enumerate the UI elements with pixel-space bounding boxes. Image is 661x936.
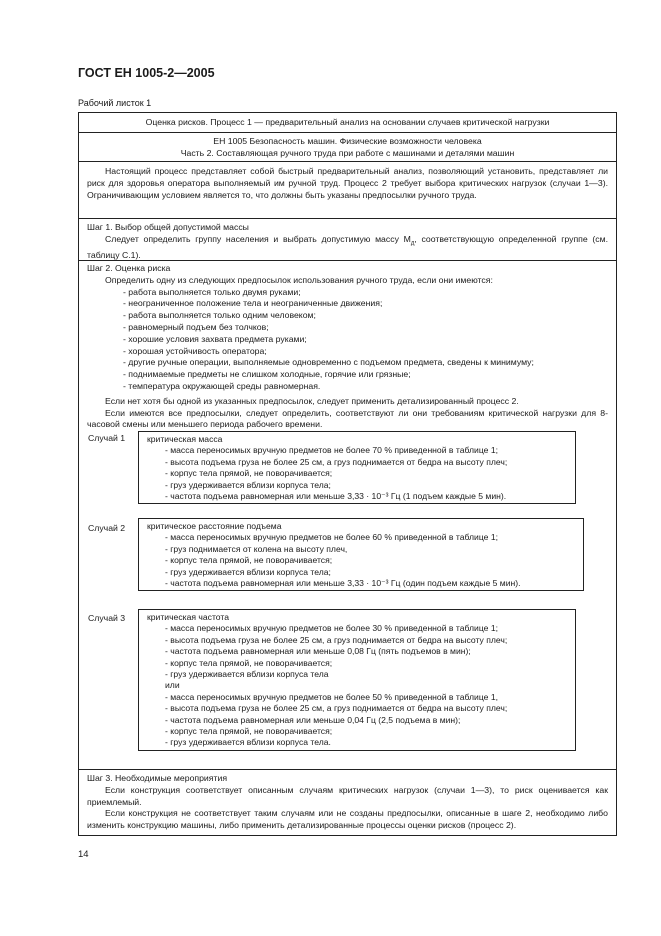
list-item: - частота подъема равномерная или меньше 3,33 · 10⁻³ Гц (1 подъем каждые 5 мин).: [165, 491, 507, 502]
list-item: - груз удерживается вблизи корпуса тела: [165, 669, 329, 680]
case-2-label: Случай 2: [88, 523, 126, 533]
case-3-title: критическая частота: [147, 612, 230, 622]
case-2-box: [138, 518, 584, 591]
case-2-title: критическое расстояние подъема: [147, 521, 282, 531]
list-item: - другие ручные операции, выполняемые одновременно с подъемом предмета, сведены к минимуму;: [123, 357, 534, 368]
step3-row: [79, 770, 616, 837]
case-1-list: [147, 445, 569, 502]
step2-lead: Определить одну из следующих предпосылок использования ручного труда, если они имеются:: [105, 274, 493, 285]
list-item: - частота подъема равномерная или меньше 0,08 Гц (пять подъемов в мин);: [165, 646, 471, 657]
title-row: [79, 113, 616, 133]
list-item: - поднимаемые предметы не слишком холодные, горячие или грязные;: [123, 369, 411, 380]
step1-title: Шаг 1. Выбор общей допустимой массы: [87, 222, 249, 232]
list-item: - температура окружающей среды равномерная.: [123, 380, 321, 391]
list-item: - масса переносимых вручную предметов не более 70 % приведенной в таблице 1;: [165, 445, 498, 456]
step2-list: [87, 287, 608, 393]
step1-text: Следует определить группу населения и выбрать допустимую массу $M_д$, соответствующую определенной группе (см. таблицу С.1).: [87, 233, 609, 261]
step3-text-1: Если конструкция соответствует описанным случаям критических нагрузок (случаи 1—3), то риск оценивается как приемлемый.: [87, 784, 608, 807]
step2-note-1: Если нет хотя бы одной из указанных предпосылок, следует применить детализированный процесс 2.: [105, 395, 519, 406]
case-2-list: [147, 532, 577, 589]
list-item: - работа выполняется только одним человеком;: [123, 310, 316, 321]
list-item: - частота подъема равномерная или меньше 3,33 · 10⁻³ Гц (один подъем каждые 5 мин).: [165, 578, 521, 589]
list-item: - груз удерживается вблизи корпуса тела;: [165, 479, 331, 490]
step2-note-2: Если имеются все предпосылки, следует определить, соответствуют ли они требованиям критической нагрузки для 8-часовой смены или меньшего периода рабочего времени.: [87, 407, 608, 430]
step3-text-2: Если конструкция не соответствует таким случаям или не созданы предпосылки, описанные в шаге 2, необходимо либо изменить конструкцию машины, либо применить детализированные процессы оценки рисков (процесс 2).: [87, 808, 608, 831]
step2-title: Шаг 2. Оценка риска: [87, 263, 171, 273]
standard-line-1: ЕН 1005 Безопасность машин. Физические возможности человека: [213, 136, 482, 146]
title-text: Оценка рисков. Процесс 1 — предварительный анализ на основании случаев критической нагрузки: [145, 117, 550, 127]
case-3-box: [138, 609, 576, 751]
list-item: - высота подъема груза не более 25 см, а груз поднимается от бедра на высоту плеч;: [165, 456, 508, 467]
case-3-label: Случай 3: [88, 613, 126, 623]
list-item-separator: или: [165, 680, 180, 691]
standard-row: [79, 133, 616, 162]
step3-title: Шаг 3. Необходимые мероприятия: [87, 773, 228, 783]
list-item: - груз удерживается вблизи корпуса тела.: [165, 737, 331, 748]
page-number: 14: [78, 849, 89, 860]
document-number: ГОСТ ЕН 1005-2—2005: [78, 66, 215, 80]
case-3-list: [147, 623, 569, 748]
list-item: - неограниченное положение тела и неограниченные движения;: [123, 298, 383, 309]
list-item: - равномерный подъем без толчков;: [123, 321, 269, 332]
case-1-label: Случай 1: [88, 433, 126, 443]
list-item: - высота подъема груза не более 25 см, а груз поднимается от бедра на высоту плеч;: [165, 703, 508, 714]
list-item: - хорошая устойчивость оператора;: [123, 345, 267, 356]
case-1-box: [138, 431, 576, 504]
list-item: - корпус тела прямой, не поворачивается;: [165, 555, 333, 566]
list-item: - хорошие условия захвата предмета руками;: [123, 333, 307, 344]
intro-row: [79, 162, 616, 219]
list-item: - частота подъема равномерная или меньше 0,04 Гц (2,5 подъема в мин);: [165, 714, 461, 725]
list-item: - груз поднимается от колена на высоту плеч,: [165, 543, 348, 554]
step1-row: [79, 219, 616, 261]
standard-line-2: Часть 2. Составляющая ручного труда при работе с машинами и деталями машин: [180, 147, 515, 158]
sheet-label: Рабочий листок 1: [78, 98, 152, 108]
list-item: - работа выполняется только двумя руками;: [123, 286, 301, 297]
intro-text: Настоящий процесс представляет собой быстрый предварительный анализ, позволяющий установить, представляет ли риск для здоровья оператора выполняемый им ручной труд. Процесс 2 требует выбора критических нагрузок (случаи 1—3). Ограничивающим условием является то, что должны быть указаны предпосылки ручного труда.: [87, 166, 608, 200]
case-1-title: критическая масса: [147, 434, 223, 444]
list-item: - корпус тела прямой, не поворачивается;: [165, 468, 333, 479]
list-item: - масса переносимых вручную предметов не более 30 % приведенной в таблице 1;: [165, 623, 498, 634]
list-item: - корпус тела прямой, не поворачивается;: [165, 726, 333, 737]
list-item: - высота подъема груза не более 25 см, а груз поднимается от бедра на высоту плеч;: [165, 634, 508, 645]
list-item: - масса переносимых вручную предметов не более 50 % приведенной в таблице 1,: [165, 691, 498, 702]
list-item: - корпус тела прямой, не поворачивается;: [165, 657, 333, 668]
list-item: - груз удерживается вблизи корпуса тела;: [165, 566, 331, 577]
list-item: - масса переносимых вручную предметов не более 60 % приведенной в таблице 1;: [165, 532, 498, 543]
